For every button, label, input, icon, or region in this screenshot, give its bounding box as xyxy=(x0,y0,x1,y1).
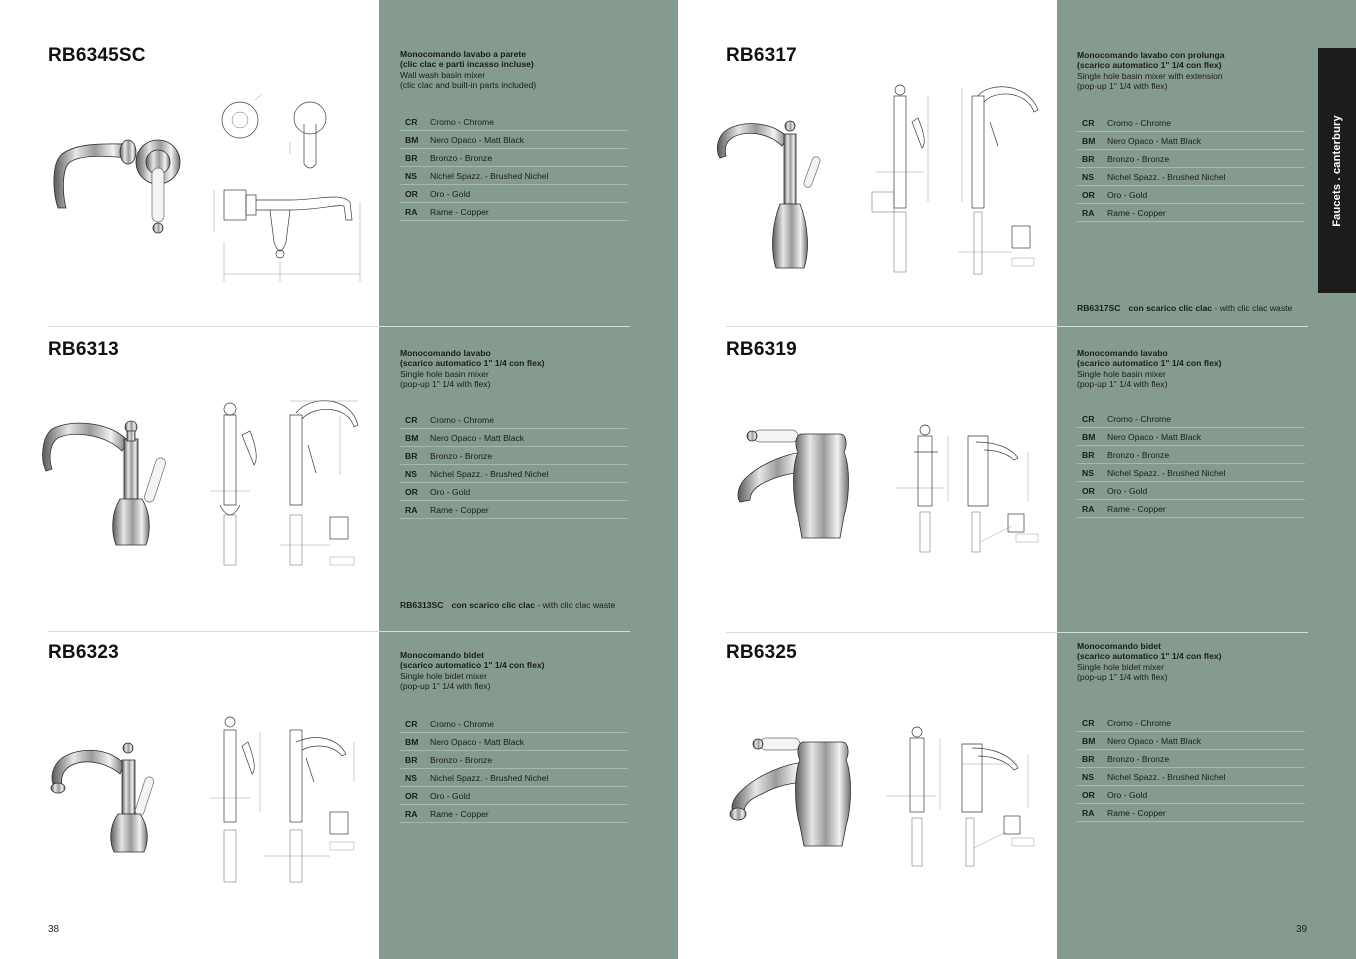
finish-label: Cromo - Chrome xyxy=(430,414,494,425)
product-description xyxy=(1077,348,1317,389)
finish-code: BR xyxy=(405,152,418,163)
finish-label: Oro - Gold xyxy=(430,486,471,497)
finish-label: Rame - Copper xyxy=(430,504,489,515)
finish-code: BM xyxy=(1082,431,1096,442)
section-tab xyxy=(1318,48,1356,293)
finish-label: Bronzo - Bronze xyxy=(1107,753,1170,764)
finish-row xyxy=(400,715,628,733)
finish-row xyxy=(400,805,628,823)
technical-drawing xyxy=(862,82,1042,282)
finish-code: NS xyxy=(1082,771,1094,782)
product-description xyxy=(1077,50,1317,91)
finish-row xyxy=(400,149,628,167)
finish-label: Nichel Spazz. - Brushed Nichel xyxy=(1107,171,1226,182)
finish-label: Oro - Gold xyxy=(1107,485,1148,496)
variant-note xyxy=(1077,303,1292,313)
page-number-left: 38 xyxy=(48,924,60,935)
finish-code: RA xyxy=(405,504,418,515)
finish-label: Nichel Spazz. - Brushed Nichel xyxy=(430,170,549,181)
finish-code: RA xyxy=(1082,503,1095,514)
finish-code: NS xyxy=(1082,171,1094,182)
finish-row xyxy=(400,787,628,805)
variant-it: con scarico clic clac xyxy=(451,600,536,610)
divider xyxy=(726,326,1308,327)
desc-it-line: (scarico automatico 1" 1/4 con flex) xyxy=(1077,651,1222,662)
finish-code: CR xyxy=(405,116,418,127)
divider xyxy=(48,631,630,632)
product-description xyxy=(1077,641,1317,682)
desc-en-line: (pop-up 1" 1/4 with flex) xyxy=(1077,80,1168,91)
finish-table xyxy=(400,715,628,823)
finish-label: Nero Opaco - Matt Black xyxy=(430,134,525,145)
desc-it-line: Monocomando bidet xyxy=(1077,641,1162,651)
finish-row xyxy=(1077,768,1305,786)
desc-en-line: (pop-up 1" 1/4 with flex) xyxy=(1077,671,1168,682)
finish-row xyxy=(1077,132,1305,150)
finish-table xyxy=(1077,114,1305,222)
finish-label: Cromo - Chrome xyxy=(430,718,494,729)
finish-label: Cromo - Chrome xyxy=(1107,117,1171,128)
technical-drawing xyxy=(888,422,1048,562)
finish-row xyxy=(400,131,628,149)
finish-code: BM xyxy=(405,736,419,747)
finish-label: Nichel Spazz. - Brushed Nichel xyxy=(430,468,549,479)
product-photo xyxy=(48,132,188,242)
finish-code: CR xyxy=(1082,117,1095,128)
finish-label: Oro - Gold xyxy=(430,790,471,801)
finish-row xyxy=(400,185,628,203)
finish-label: Nichel Spazz. - Brushed Nichel xyxy=(430,772,549,783)
finish-label: Nero Opaco - Matt Black xyxy=(1107,135,1202,146)
finish-row xyxy=(400,167,628,185)
finish-code: OR xyxy=(1082,485,1095,496)
product-code: RB6313 xyxy=(48,339,119,360)
finish-code: RA xyxy=(1082,807,1095,818)
finish-label: Bronzo - Bronze xyxy=(430,450,493,461)
finish-row xyxy=(1077,732,1305,750)
finish-row xyxy=(400,447,628,465)
finish-row xyxy=(1077,168,1305,186)
finish-row xyxy=(1077,410,1305,428)
finish-row xyxy=(400,465,628,483)
section-tab-label: Faucets . canterbury xyxy=(1331,114,1343,227)
desc-it-line: (scarico automatico 1" 1/4 con flex) xyxy=(1077,60,1222,71)
finish-code: BR xyxy=(1082,153,1095,164)
finish-row xyxy=(1077,186,1305,204)
finish-label: Cromo - Chrome xyxy=(1107,413,1171,424)
desc-it-line: Monocomando lavabo xyxy=(400,348,491,358)
desc-en-line: (pop-up 1" 1/4 with flex) xyxy=(400,680,491,691)
finish-code: BM xyxy=(405,432,419,443)
finish-code: NS xyxy=(1082,467,1094,478)
product-photo xyxy=(736,426,866,546)
finish-code: OR xyxy=(1082,189,1095,200)
finish-code: RA xyxy=(405,808,418,819)
finish-row xyxy=(1077,464,1305,482)
finish-row xyxy=(1077,150,1305,168)
desc-en-line: (pop-up 1" 1/4 with flex) xyxy=(400,378,491,389)
divider xyxy=(726,632,1308,633)
finish-code: BR xyxy=(405,450,418,461)
finish-row xyxy=(1077,446,1305,464)
finish-code: OR xyxy=(405,188,418,199)
finish-code: NS xyxy=(405,170,417,181)
finish-row xyxy=(1077,714,1305,732)
product-photo xyxy=(724,734,864,854)
product-code: RB6325 xyxy=(726,642,797,663)
desc-en-line: Single hole basin mixer xyxy=(400,368,489,379)
finish-code: OR xyxy=(405,486,418,497)
finish-code: BM xyxy=(405,134,419,145)
finish-label: Cromo - Chrome xyxy=(430,116,494,127)
desc-en-line: Single hole basin mixer with extension xyxy=(1077,70,1223,81)
finish-table xyxy=(1077,714,1305,822)
finish-row xyxy=(400,113,628,131)
divider xyxy=(48,326,630,327)
finish-label: Rame - Copper xyxy=(1107,503,1166,514)
product-code: RB6345SC xyxy=(48,45,146,66)
desc-it-line: Monocomando lavabo con prolunga xyxy=(1077,50,1225,60)
desc-en-line: Single hole bidet mixer xyxy=(1077,661,1164,672)
finish-row xyxy=(400,203,628,221)
finish-code: OR xyxy=(1082,789,1095,800)
finish-code: BR xyxy=(405,754,418,765)
variant-note xyxy=(400,600,615,610)
finish-label: Oro - Gold xyxy=(1107,789,1148,800)
desc-it-line: (scarico automatico 1" 1/4 con flex) xyxy=(400,358,545,369)
product-description xyxy=(400,49,640,90)
product-photo xyxy=(44,730,174,860)
desc-en-line: Single hole basin mixer xyxy=(1077,368,1166,379)
variant-it: con scarico clic clac xyxy=(1128,303,1213,313)
page-number-right: 39 xyxy=(1296,924,1308,935)
finish-code: BM xyxy=(1082,735,1096,746)
finish-row xyxy=(400,769,628,787)
finish-label: Nero Opaco - Matt Black xyxy=(1107,431,1202,442)
technical-drawing xyxy=(190,712,370,887)
finish-row xyxy=(1077,750,1305,768)
finish-code: OR xyxy=(405,790,418,801)
finish-label: Rame - Copper xyxy=(430,808,489,819)
finish-row xyxy=(1077,500,1305,518)
finish-label: Bronzo - Bronze xyxy=(430,754,493,765)
finish-code: CR xyxy=(405,718,418,729)
desc-it-line: Monocomando lavabo xyxy=(1077,348,1168,358)
product-photo xyxy=(40,405,180,555)
finish-code: RA xyxy=(1082,207,1095,218)
finish-label: Rame - Copper xyxy=(430,206,489,217)
desc-it-line: (clic clac e parti incasso incluse) xyxy=(400,59,534,70)
product-code: RB6323 xyxy=(48,642,119,663)
finish-code: RA xyxy=(405,206,418,217)
finish-row xyxy=(400,483,628,501)
variant-code: RB6313SC xyxy=(400,600,444,610)
finish-label: Nero Opaco - Matt Black xyxy=(1107,735,1202,746)
finish-label: Nero Opaco - Matt Black xyxy=(430,432,525,443)
finish-code: BR xyxy=(1082,449,1095,460)
desc-it-line: Monocomando lavabo a parete xyxy=(400,49,527,59)
finish-table xyxy=(400,411,628,519)
finish-row xyxy=(1077,804,1305,822)
finish-row xyxy=(1077,482,1305,500)
finish-label: Rame - Copper xyxy=(1107,807,1166,818)
finish-code: CR xyxy=(1082,717,1095,728)
finish-label: Bronzo - Bronze xyxy=(1107,449,1170,460)
finish-label: Cromo - Chrome xyxy=(1107,717,1171,728)
finish-label: Nichel Spazz. - Brushed Nichel xyxy=(1107,771,1226,782)
product-description xyxy=(400,650,640,691)
finish-label: Nero Opaco - Matt Black xyxy=(430,736,525,747)
finish-row xyxy=(400,751,628,769)
finish-row xyxy=(400,411,628,429)
technical-drawing xyxy=(878,724,1044,874)
finish-row xyxy=(1077,204,1305,222)
finish-row xyxy=(400,429,628,447)
finish-row xyxy=(1077,786,1305,804)
technical-drawing xyxy=(190,395,370,575)
desc-it-line: (scarico automatico 1" 1/4 con flex) xyxy=(1077,358,1222,369)
finish-row xyxy=(1077,114,1305,132)
product-photo xyxy=(716,116,836,276)
product-description xyxy=(400,348,640,389)
technical-drawing xyxy=(210,92,370,292)
product-code: RB6319 xyxy=(726,339,797,360)
product-code: RB6317 xyxy=(726,45,797,66)
finish-code: BM xyxy=(1082,135,1096,146)
desc-en-line: (clic clac and built-in parts included) xyxy=(400,79,537,90)
finish-row xyxy=(400,501,628,519)
desc-it-line: (scarico automatico 1" 1/4 con flex) xyxy=(400,660,545,671)
finish-label: Oro - Gold xyxy=(430,188,471,199)
finish-code: CR xyxy=(1082,413,1095,424)
desc-en-line: Wall wash basin mixer xyxy=(400,69,486,80)
finish-table xyxy=(1077,410,1305,518)
finish-label: Bronzo - Bronze xyxy=(1107,153,1170,164)
finish-label: Rame - Copper xyxy=(1107,207,1166,218)
finish-label: Bronzo - Bronze xyxy=(430,152,493,163)
desc-it-line: Monocomando bidet xyxy=(400,650,485,660)
finish-row xyxy=(1077,428,1305,446)
finish-label: Oro - Gold xyxy=(1107,189,1148,200)
finish-code: CR xyxy=(405,414,418,425)
variant-code: RB6317SC xyxy=(1077,303,1121,313)
finish-table xyxy=(400,113,628,221)
finish-code: NS xyxy=(405,772,417,783)
finish-code: BR xyxy=(1082,753,1095,764)
finish-label: Nichel Spazz. - Brushed Nichel xyxy=(1107,467,1226,478)
variant-en: - with clic clac waste xyxy=(1212,303,1293,313)
desc-en-line: (pop-up 1" 1/4 with flex) xyxy=(1077,378,1168,389)
finish-row xyxy=(400,733,628,751)
variant-en: - with clic clac waste xyxy=(535,600,616,610)
desc-en-line: Single hole bidet mixer xyxy=(400,670,487,681)
finish-code: NS xyxy=(405,468,417,479)
